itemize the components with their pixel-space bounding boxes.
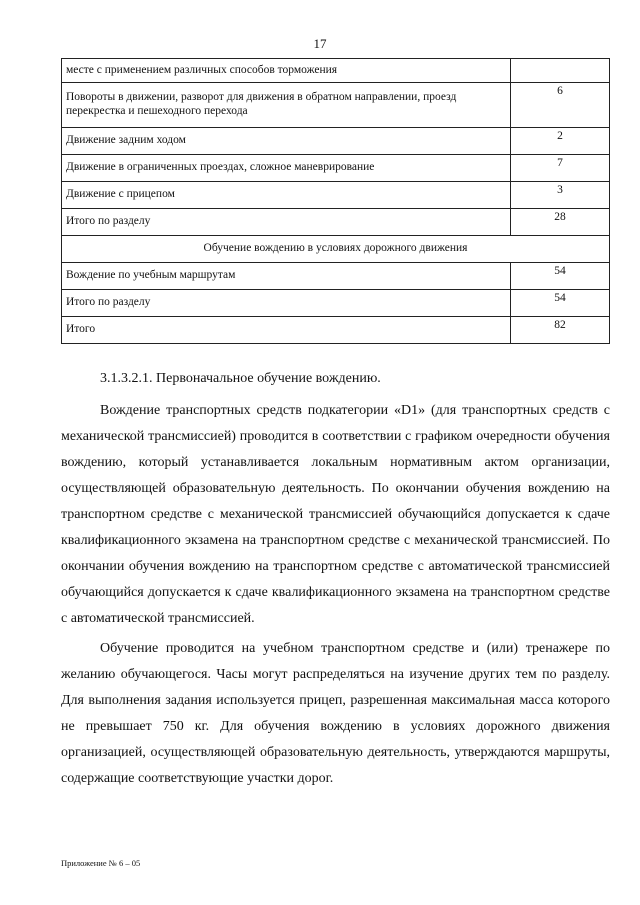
paragraph: Обучение проводится на учебном транспортном средстве и (или) тренажере по желанию обучающегося. Часы могут распределяться на изучение других тем по разделу. Для выполнения задания используется прицеп, разрешенная максимальная масса которого не превышает 750 кг. Для обучения вождению в условиях дорожного движения организацией, осуществляющей образовательную деятельность, утверждаются маршруты, содержащие соответствующие участки дорог. xyxy=(61,641,610,786)
row-name: Движение задним ходом xyxy=(62,128,511,155)
section-heading: 3.1.3.2.1. Первоначальное обучение вождению. xyxy=(100,371,381,386)
row-name: Вождение по учебным маршрутам xyxy=(62,263,511,290)
table-row xyxy=(62,155,610,182)
row-name: Повороты в движении, разворот для движения в обратном направлении, проезд перекрестка и пешеходного перехода xyxy=(62,83,511,128)
row-hours xyxy=(511,59,610,83)
body-text xyxy=(61,366,610,792)
row-hours: 2 xyxy=(511,128,610,155)
row-name: Итого по разделу xyxy=(62,209,511,236)
section-title: Обучение вождению в условиях дорожного движения xyxy=(62,236,610,263)
table-row xyxy=(62,290,610,317)
table-row xyxy=(62,182,610,209)
row-name: Итого по разделу xyxy=(62,290,511,317)
table-row xyxy=(62,209,610,236)
row-hours: 54 xyxy=(511,263,610,290)
row-name: месте с применением различных способов торможения xyxy=(62,59,511,83)
row-hours: 82 xyxy=(511,317,610,344)
row-name: Движение в ограниченных проездах, сложное маневрирование xyxy=(62,155,511,182)
table-row xyxy=(62,83,610,128)
row-hours: 7 xyxy=(511,155,610,182)
hours-table xyxy=(61,58,610,344)
row-hours: 6 xyxy=(511,83,610,128)
section-row xyxy=(62,236,610,263)
row-hours: 54 xyxy=(511,290,610,317)
table-row xyxy=(62,59,610,83)
row-hours: 3 xyxy=(511,182,610,209)
page-footer: Приложение № 6 – 05 xyxy=(61,858,141,868)
table-row xyxy=(62,128,610,155)
table-row xyxy=(62,317,610,344)
row-hours: 28 xyxy=(511,209,610,236)
row-name: Движение с прицепом xyxy=(62,182,511,209)
paragraph: Вождение транспортных средств подкатегории «D1» (для транспортных средств с механической трансмиссией) проводится в соответствии с графиком очередности обучения вождению, который устанавливается локальным нормативным актом организации, осуществляющей образовательную деятельность. По окончании обучения вождению на транспортном средстве с механической трансмиссией обучающийся допускается к сдаче квалификационного экзамена на транспортном средстве с механической трансмиссией. По окончании обучения вождению на транспортном средстве с автоматической трансмиссией обучающийся допускается к сдаче квалификационного экзамена на транспортном средстве с автоматической трансмиссией. xyxy=(61,403,610,626)
page-number: 17 xyxy=(313,36,327,51)
row-name: Итого xyxy=(62,317,511,344)
table-row xyxy=(62,263,610,290)
